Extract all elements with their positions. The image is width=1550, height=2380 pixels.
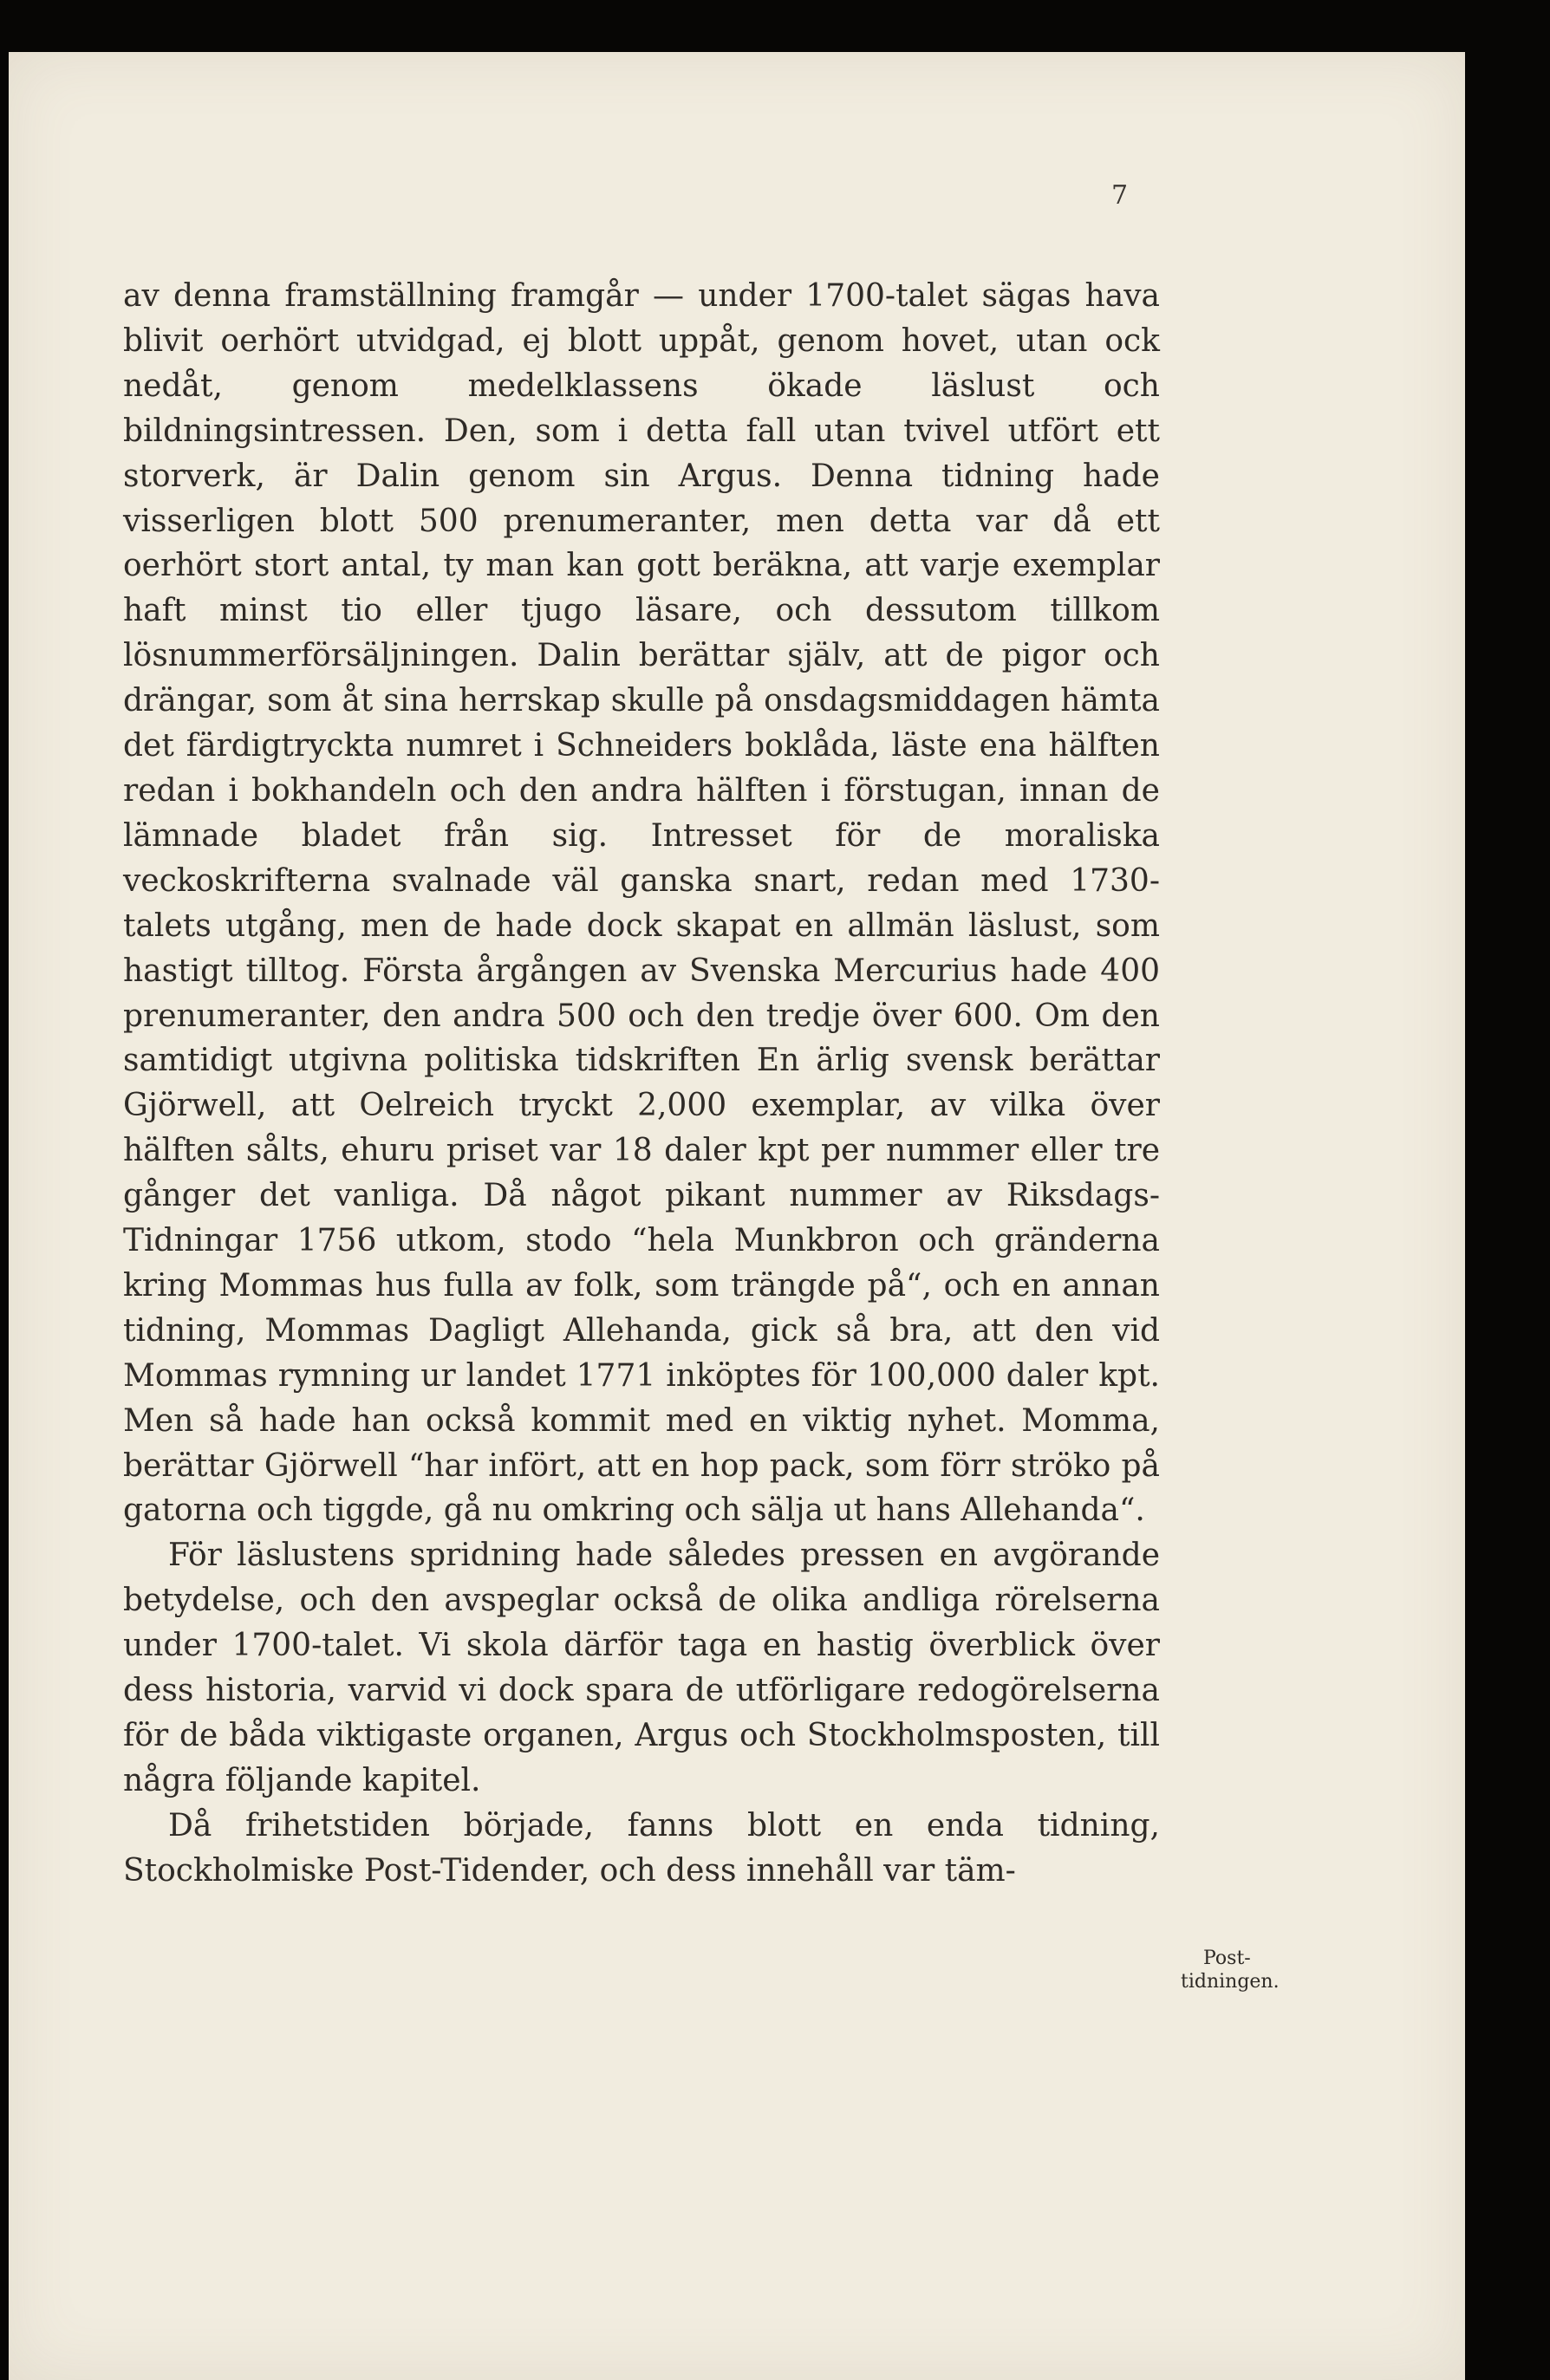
paragraph-3: Då frihetstiden började, fanns blott en enda tidning, Stockholmiske Post-Tidender, och dess innehåll var täm- <box>123 1807 1160 1889</box>
body-text <box>123 274 1160 1894</box>
page-number: 7 <box>1111 180 1129 211</box>
paragraph-2: För läslustens spridning hade således pressen en avgörande betydelse, och den avspeglar också de olika andliga rörelserna under 1700-talet. Vi skola därför taga en hastig överblick över dess historia, varvid vi dock spara de utförligare redogörelserna för de båda viktigaste organen, Argus och Stockholmsposten, till några följande kapitel. <box>123 1538 1160 1798</box>
margin-note <box>1181 1947 1311 1993</box>
margin-note-line-2: tidningen. <box>1181 1971 1280 1993</box>
margin-note-line-1: Post- <box>1203 1948 1251 1969</box>
book-page <box>9 52 1465 2380</box>
paragraph-1: av denna framställning framgår — under 1700-talet sägas hava blivit oerhört utvidgad, ej blott uppåt, genom hovet, utan ock nedåt, genom medelklassens ökade läslust och bildningsintressen. Den, som i detta fall utan tvivel utfört ett storverk, är Dalin genom sin Argus. Denna tidning hade visserligen blott 500 prenumeranter, men detta var då ett oerhört stort antal, ty man kan gott beräkna, att varje exemplar haft minst tio eller tjugo läsare, och dessutom tillkom lösnummerförsäljningen. Dalin berättar själv, att de pigor och drängar, som åt sina herrskap skulle på onsdagsmiddagen hämta det färdigtryckta numret i Schneiders boklåda, läste ena hälften redan i bokhandeln och den andra hälften i förstugan, innan de lämnade bladet från sig. Intresset för de moraliska veckoskrifterna svalnade väl ganska snart, redan med 1730-talets utgång, men de hade dock skapat en allmän läslust, som hastigt tilltog. Första årgången av Svenska Mercurius hade 400 prenumeranter, den andra 500 och den tredje över 600. Om den samtidigt utgivna politiska tidskriften En ärlig svensk berättar Gjörwell, att Oelreich tryckt 2,000 exemplar, av vilka över hälften sålts, ehuru priset var 18 daler kpt per nummer eller tre gånger det vanliga. Då något pikant nummer av Riksdags-Tidningar 1756 utkom, stodo “hela Munkbron och gränderna kring Mommas hus fulla av folk, som trängde på“, och en annan tidning, Mommas Dagligt Allehanda, gick så bra, att den vid Mommas rymning ur landet 1771 inköptes för 100,000 daler kpt. Men så hade han också kommit med en viktig nyhet. Momma, berättar Gjörwell “har infört, att en hop pack, som förr ströko på gatorna och tiggde, gå nu omkring och sälja ut hans Allehanda“. <box>123 278 1160 1529</box>
